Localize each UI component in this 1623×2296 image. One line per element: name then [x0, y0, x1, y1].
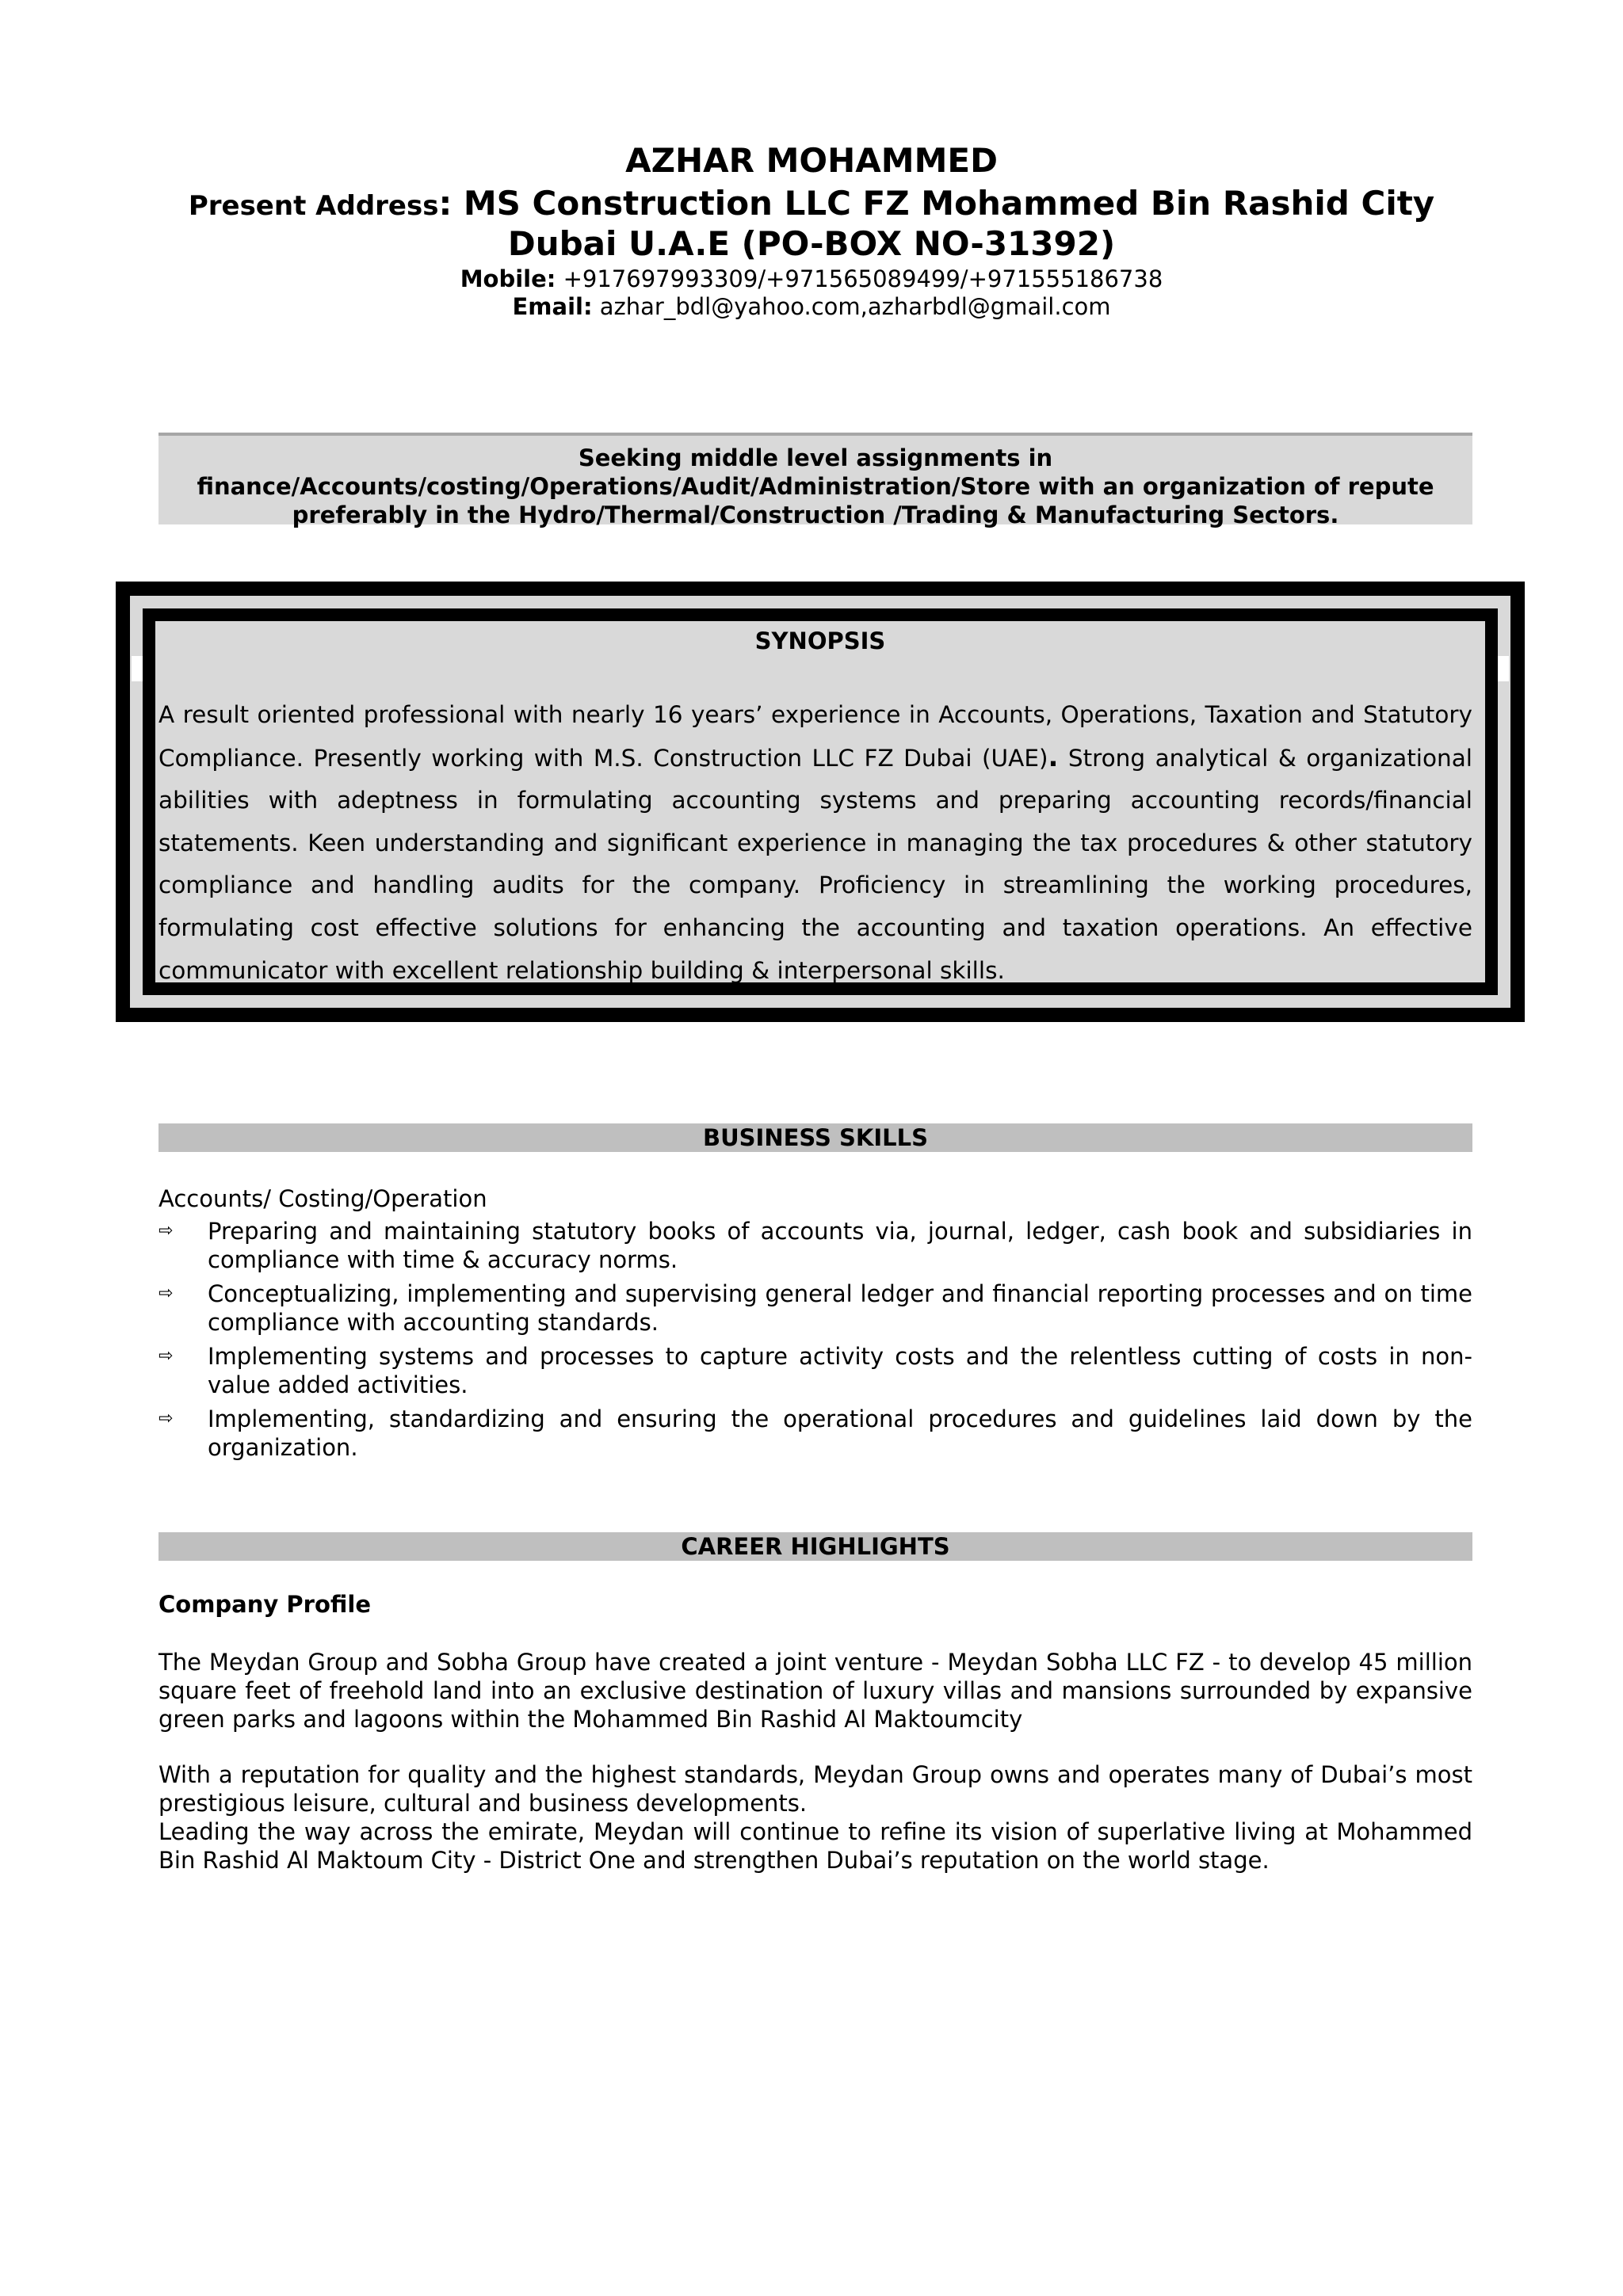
mobile-label: Mobile: [460, 265, 556, 292]
list-item-text: Conceptualizing, implementing and supervising general ledger and financial reporting processes and on time compliance with accounting standards. [208, 1280, 1472, 1336]
address-label: Present Address [188, 190, 439, 222]
list-item [158, 1280, 1472, 1337]
list-item [158, 1342, 1472, 1399]
list-item [158, 1217, 1472, 1274]
objective-box [158, 433, 1472, 528]
email-line [0, 293, 1623, 320]
synopsis-title: SYNOPSIS [754, 627, 886, 654]
candidate-name: AZHAR MOHAMMED [625, 141, 998, 180]
address-text: : MS Construction LLC FZ Mohammed Bin Rashid City [438, 184, 1435, 223]
arrow-right-outline-icon: ⇨ [158, 1283, 174, 1303]
list-item [158, 1405, 1472, 1462]
arrow-right-outline-icon: ⇨ [158, 1409, 174, 1428]
address-line-1 [0, 184, 1623, 223]
list-item-text: Implementing, standardizing and ensuring the operational procedures and guidelines laid down by the organization. [208, 1405, 1472, 1461]
list-item-text: Implementing systems and processes to capture activity costs and the relentless cutting of costs in non-value added activities. [208, 1343, 1472, 1398]
mobile-value: +917697993309/+971565089499/+971555186738 [556, 265, 1163, 292]
company-profile-paragraph-1: The Meydan Group and Sobha Group have created a joint venture - Meydan Sobha LLC FZ - to develop 45 million square feet of freehold land into an exclusive destination of luxury villas and mansions surrounded by expansive green parks and lagoons within the Mohammed Bin Rashid Al Maktoumcity [158, 1649, 1472, 1733]
objective-line-1: Seeking middle level assignments in [578, 444, 1053, 471]
skills-subtitle: Accounts/ Costing/Operation [158, 1185, 487, 1212]
skills-list [158, 1217, 1472, 1467]
frame-notch-right [1498, 656, 1509, 681]
objective-line-2: finance/Accounts/costing/Operations/Audit/Administration/Store with an organization of repute [197, 473, 1434, 500]
company-profile-paragraph-3: Leading the way across the emirate, Meydan will continue to refine its vision of superlative living at Mohammed Bin Rashid Al Maktoum City - District One and strengthen Dubai’s reputation on the world stage. [158, 1818, 1472, 1874]
synopsis-text [158, 694, 1472, 992]
list-item-text: Preparing and maintaining statutory books of accounts via, journal, ledger, cash book and subsidiaries in compliance with time & accuracy norms. [208, 1218, 1472, 1273]
career-highlights-heading: CAREER HIGHLIGHTS [158, 1532, 1472, 1561]
business-skills-heading: BUSINESS SKILLS [158, 1123, 1472, 1152]
frame-notch-left [132, 656, 143, 681]
arrow-right-outline-icon: ⇨ [158, 1221, 174, 1241]
company-profile-title: Company Profile [158, 1591, 371, 1618]
email-value: azhar_bdl@yahoo.com,azharbdl@gmail.com [592, 293, 1111, 320]
email-label: Email: [512, 293, 593, 320]
company-profile-paragraph-2: With a reputation for quality and the highest standards, Meydan Group owns and operates many of Dubai’s most prestigious leisure, cultural and business developments. [158, 1761, 1472, 1817]
synopsis-text-part-2: Strong analytical & organizational abilities with adeptness in formulating accounting systems and preparing accounting records/financial statements. Keen understanding and significant experience in managing the tax procedures & other statutory compliance and handling audits for the company. Proficiency in streamlining the working procedures, formulating cost effective solutions for enhancing the accounting and taxation operations. An effective communicator with excellent relationship building & interpersonal skills. [158, 744, 1472, 984]
mobile-line [0, 265, 1623, 292]
arrow-right-outline-icon: ⇨ [158, 1346, 174, 1366]
objective-line-3: preferably in the Hydro/Thermal/Construction /Trading & Manufacturing Sectors. [292, 502, 1339, 528]
address-line-2: Dubai U.A.E (PO-BOX NO-31392) [507, 224, 1116, 263]
synopsis-bold-dot: . [1048, 741, 1059, 773]
synopsis-text-part-1: A result oriented professional with nearly 16 years’ experience in Accounts, Operations, Taxation and Statutory Compliance. Presently working with M.S. Construction LLC FZ Dubai (UAE) [158, 701, 1472, 772]
